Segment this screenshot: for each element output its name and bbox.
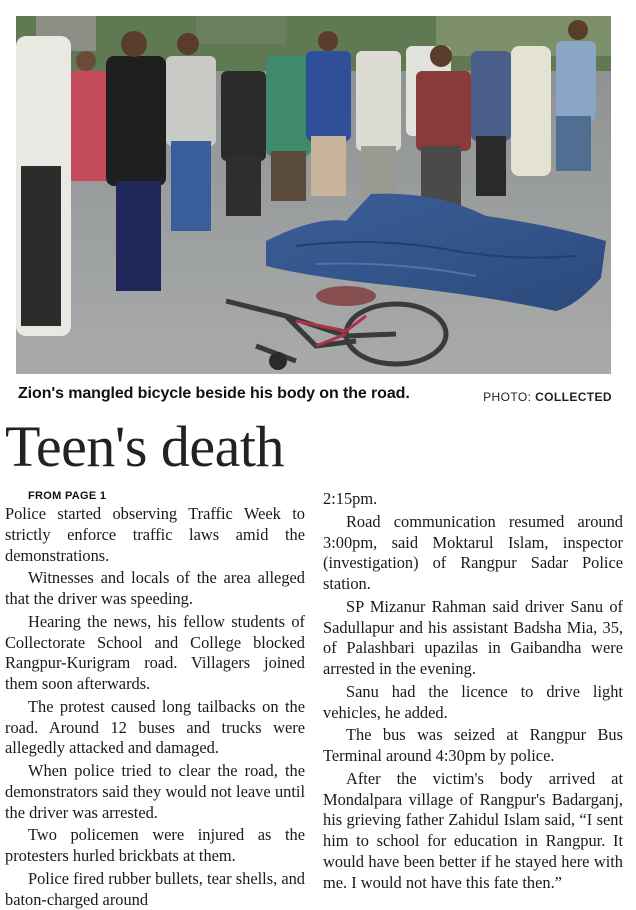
paragraph: SP Mizanur Rahman said driver Sanu of Sadullapur and his assistant Badsha Mia, 35, of Palashbari upazilas in Gaibandha were arrested in the evening. [323,596,623,678]
paragraph: When police tried to clear the road, the demonstrators said they would not leave until the driver was arrested. [5,761,305,822]
paragraph: Two policemen were injured as the protesters hurled brickbats at them. [5,825,305,865]
paragraph: Witnesses and locals of the area alleged that the driver was speeding. [5,568,305,608]
photo-credit [483,390,612,404]
paragraph: The protest caused long tailbacks on the road. Around 12 buses and trucks were allegedly attacked and damaged. [5,696,305,758]
paragraph: The bus was seized at Rangpur Bus Terminal around 4:30pm by police. [323,725,623,765]
paragraph: Sanu had the licence to drive light vehicles, he added. [323,681,623,722]
article-column-2 [323,489,623,893]
continuation-kicker: FROM PAGE 1 [28,490,107,502]
caption-text: Zion's mangled bicycle beside his body on the road. [18,385,410,402]
paragraph: After the victim's body arrived at Mondalpara village of Rangpur's Badarganj, his grieving father Zahidul Islam said, “I sent him to school for education in Rangpur. It would have been better if he stayed here with me. I would not have this fate then.” [323,768,623,892]
paragraph: Road communication resumed around 3:00pm, said Moktarul Islam, inspector (investigation) of Rangpur Sadar Police station. [323,511,623,593]
news-photo [16,16,611,374]
accident-scene-illustration [16,16,611,374]
photo-credit-source: COLLECTED [535,390,612,404]
paragraph: Police fired rubber bullets, tear shells, and baton-charged around [5,868,305,909]
paragraph: Hearing the news, his fellow students of Collectorate School and College blocked Rangpur-Kurigram road. Villagers joined them soon afterwards. [5,611,305,693]
paragraph: Police started observing Traffic Week to strictly enforce traffic laws amid the demonstrations. [5,504,305,565]
photo-credit-label: PHOTO: [483,390,532,404]
photo-caption [18,385,618,409]
paragraph: 2:15pm. [323,489,378,508]
article-headline: Teen's death [5,414,284,479]
article-column-1 [5,489,305,910]
